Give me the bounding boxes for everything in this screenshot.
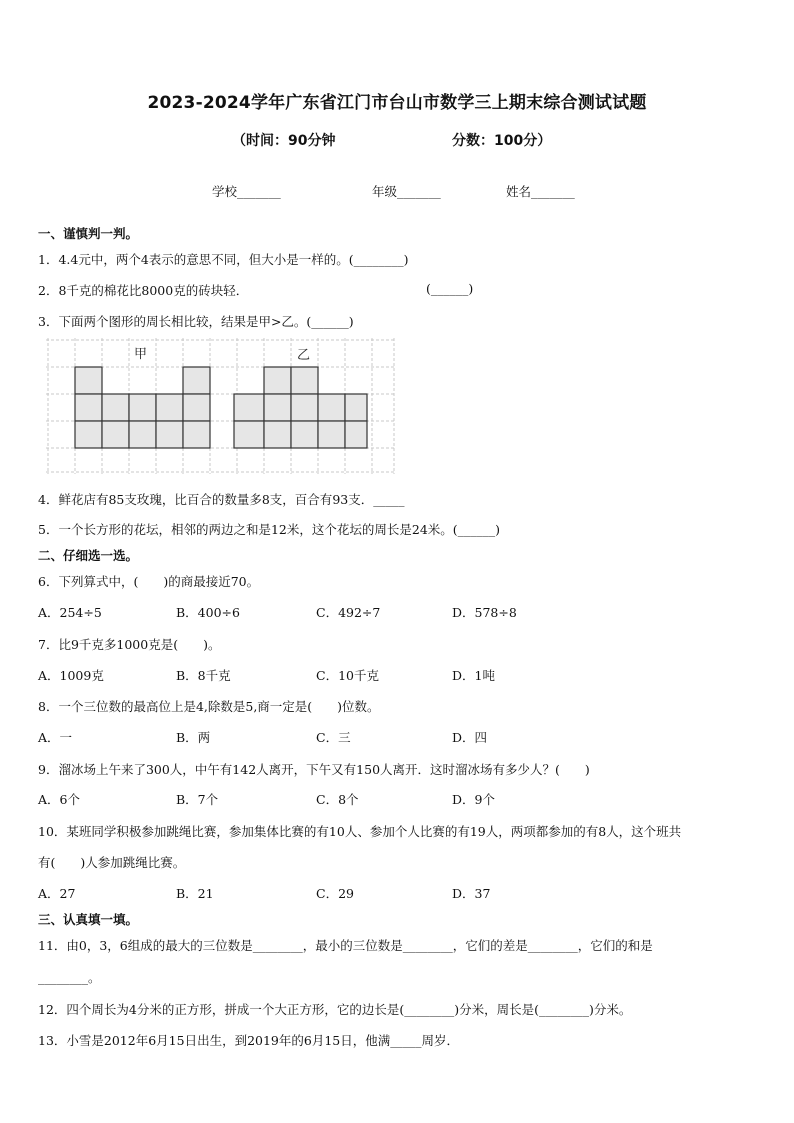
shape-jia-label: 甲	[134, 347, 148, 362]
q9-option-b[interactable]: B．7个	[176, 792, 219, 807]
q8-option-d[interactable]: D．四	[452, 730, 488, 745]
question-6: 6．下列算式中，( )的商最接近70。	[38, 574, 260, 589]
section-3-heading: 三、认真填一填。	[38, 912, 139, 927]
q10-option-d[interactable]: D．37	[452, 886, 491, 901]
section-2-heading: 二、仔细选一选。	[38, 548, 139, 563]
question-3: 3．下面两个图形的周长相比较，结果是甲>乙。(______)	[38, 314, 354, 329]
name-field[interactable]: 姓名_______	[506, 184, 575, 199]
q10-option-a[interactable]: A．27	[38, 886, 76, 901]
question-11-line-2: ________。	[38, 970, 101, 985]
question-3-figure	[46, 338, 396, 474]
shape-jia	[75, 367, 210, 448]
question-2-blank: (______)	[426, 281, 474, 296]
question-5: 5．一个长方形的花坛，相邻的两边之和是12米，这个花坛的周长是24米。(______)	[38, 522, 501, 537]
q8-option-c[interactable]: C．三	[316, 730, 351, 745]
school-field[interactable]: 学校_______	[212, 184, 281, 199]
shape-yi	[234, 367, 367, 448]
q8-option-b[interactable]: B．两	[176, 730, 211, 745]
q6-option-c[interactable]: C．492÷7	[316, 605, 381, 620]
q7-option-d[interactable]: D．1吨	[452, 668, 495, 683]
q9-option-d[interactable]: D．9个	[452, 792, 495, 807]
question-10-line-1: 10．某班同学积极参加跳绳比赛，参加集体比赛的有10人、参加个人比赛的有19人，两项都参加的有8人，这个班共	[38, 824, 682, 839]
section-1-heading: 一、谨慎判一判。	[38, 226, 139, 241]
q7-option-a[interactable]: A．1009克	[38, 668, 104, 683]
question-2: 2．8千克的棉花比8000克的砖块轻．	[38, 283, 249, 298]
q7-option-b[interactable]: B．8千克	[176, 668, 231, 683]
page-title: 2023-2024学年广东省江门市台山市数学三上期末综合测试试题	[147, 93, 647, 113]
question-7: 7．比9千克多1000克是( )。	[38, 637, 221, 652]
q6-option-b[interactable]: B．400÷6	[176, 605, 240, 620]
q8-option-a[interactable]: A．一	[38, 730, 73, 745]
question-1: 1．4.4元中，两个4表示的意思不同，但大小是一样的。(________)	[38, 252, 409, 267]
q10-option-b[interactable]: B．21	[176, 886, 214, 901]
q10-option-c[interactable]: C．29	[316, 886, 354, 901]
question-4: 4．鲜花店有85支玫瑰，比百合的数量多8支，百合有93支．_____	[38, 492, 405, 507]
question-13: 13．小雪是2012年6月15日出生，到2019年的6月15日，他满_____周岁．	[38, 1033, 459, 1048]
question-9: 9．溜冰场上午来了300人，中午有142人离开，下午又有150人离开．这时溜冰场有多少人？( )	[38, 762, 590, 777]
q6-option-a[interactable]: A．254÷5	[38, 605, 102, 620]
question-10-line-2: 有( )人参加跳绳比赛。	[38, 855, 186, 870]
q9-option-c[interactable]: C．8个	[316, 792, 359, 807]
exam-score: 分数：100分）	[452, 133, 552, 149]
grade-field[interactable]: 年级_______	[372, 184, 441, 199]
question-11-line-1: 11．由0，3，6组成的最大的三位数是________，最小的三位数是________，它们的差是________，它们的和是	[38, 938, 653, 953]
q9-option-a[interactable]: A．6个	[38, 792, 80, 807]
question-12: 12．四个周长为4分米的正方形，拼成一个大正方形，它的边长是(________)分米，周长是(________)分米。	[38, 1002, 632, 1017]
exam-time: （时间：90分钟	[232, 133, 336, 149]
q7-option-c[interactable]: C．10千克	[316, 668, 379, 683]
q6-option-d[interactable]: D．578÷8	[452, 605, 517, 620]
question-8: 8．一个三位数的最高位上是4,除数是5,商一定是( )位数。	[38, 699, 380, 714]
shape-yi-label: 乙	[297, 348, 311, 363]
